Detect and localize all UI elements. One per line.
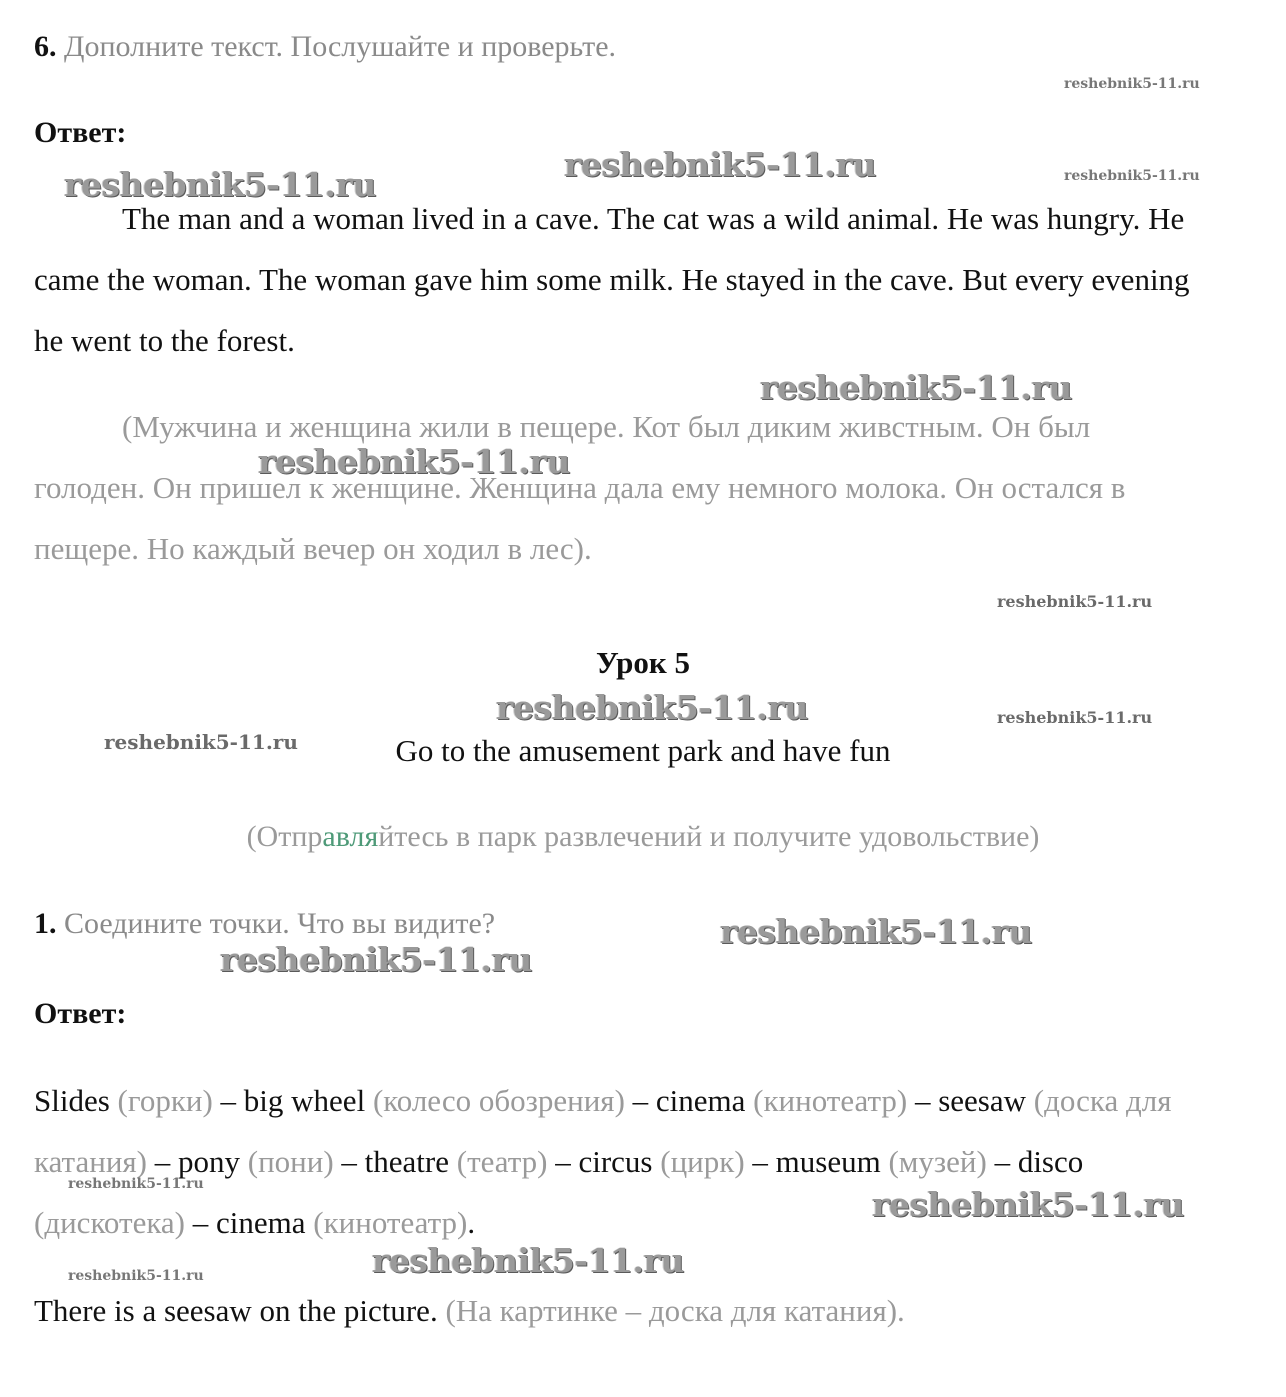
task-instruction: Соедините точки. Что вы видите? [64,907,496,940]
watermark: reshebnik5-11.ru [1064,76,1200,92]
answer-word-en: seesaw [938,1083,1034,1118]
lesson-subtitle: Go to the amusement park and have fun [395,733,891,768]
task-number: 6. [34,30,57,63]
task-1-heading [34,907,495,941]
answer-separator: – [744,1144,776,1179]
answer-word-ru: (кинотеатр) [313,1205,468,1240]
task-1-answer-final: There is a seesaw on the picture. (На картинке – доска для катания). [34,1293,905,1328]
answer-separator: – [986,1144,1018,1179]
answer-separator: – [185,1205,217,1240]
answer-word-ru: (горки) [117,1083,213,1118]
watermark: reshebnik5-11.ru [372,1241,684,1280]
lesson-translation: (Отправляйтесь в парк развлечений и получите удовольствие) [246,820,1040,853]
answer-word-en: pony [178,1144,248,1179]
watermark: reshebnik5-11.ru [997,592,1153,611]
watermark: reshebnik5-11.ru [68,1176,204,1192]
answer-separator: – [212,1083,244,1118]
answer-word-en: museum [775,1144,889,1179]
answer-separator: – [147,1144,178,1179]
answer-word-en: Slides [34,1083,118,1118]
answer-word-ru: (кинотеатр) [753,1083,908,1118]
answer-word-ru: (дискотека) [34,1205,186,1240]
answer-word-en: big wheel [243,1083,373,1118]
watermark: reshebnik5-11.ru [496,688,808,727]
task-6-heading [34,30,616,64]
task-instruction: Дополните текст. Послушайте и проверьте. [64,30,617,63]
task-1-answer-list [34,1070,1184,1253]
answer-label: Ответ: [34,997,127,1030]
answer-word-en: circus [578,1144,661,1179]
answer-word-ru: (музей) [888,1144,987,1179]
answer-word-ru: (колесо обозрения) [372,1083,625,1118]
watermark: reshebnik5-11.ru [760,368,1072,407]
watermark: reshebnik5-11.ru [1064,168,1200,184]
answer-separator: – [547,1144,579,1179]
answer-word-ru: (театр) [456,1144,548,1179]
answer-word-ru: (доска для катания) [34,1083,1172,1179]
watermark: reshebnik5-11.ru [720,912,1032,951]
task-6-answer-russian: (Мужчина и женщина жили в пещере. Кот был диким живстным. Он был голоден. Он пришел к женщине. Женщина дала ему немного молока. Он остался в пещере. Но каждый вечер он ходил в лес). [34,409,1126,566]
watermark: reshebnik5-11.ru [564,145,876,184]
answer-separator: . [467,1205,476,1240]
watermark: reshebnik5-11.ru [104,730,298,754]
answer-word-ru: (пони) [247,1144,334,1179]
answer-word-ru: (цирк) [660,1144,745,1179]
watermark: reshebnik5-11.ru [220,940,532,979]
task-6-answer-english: The man and a woman lived in a cave. The cat was a wild animal. He was hungry. He came the woman. The woman gave him some milk. He stayed in the cave. But every evening he went to the forest. [34,201,1190,358]
answer-separator: – [624,1083,656,1118]
answer-label: Ответ: [34,116,127,149]
answer-separator: – [333,1144,365,1179]
answer-word-en: cinema [216,1205,314,1240]
watermark: reshebnik5-11.ru [872,1185,1184,1224]
watermark: reshebnik5-11.ru [258,442,570,481]
watermark: reshebnik5-11.ru [997,708,1153,727]
lesson-title: Урок 5 [595,645,691,680]
answer-word-en: cinema [655,1083,754,1118]
answer-word-en: theatre [364,1144,457,1179]
answer-separator: – [907,1083,939,1118]
watermark: reshebnik5-11.ru [68,1268,204,1284]
watermark: reshebnik5-11.ru [64,165,376,204]
answer-word-en: disco [1017,1144,1084,1179]
task-number: 1. [34,907,57,940]
